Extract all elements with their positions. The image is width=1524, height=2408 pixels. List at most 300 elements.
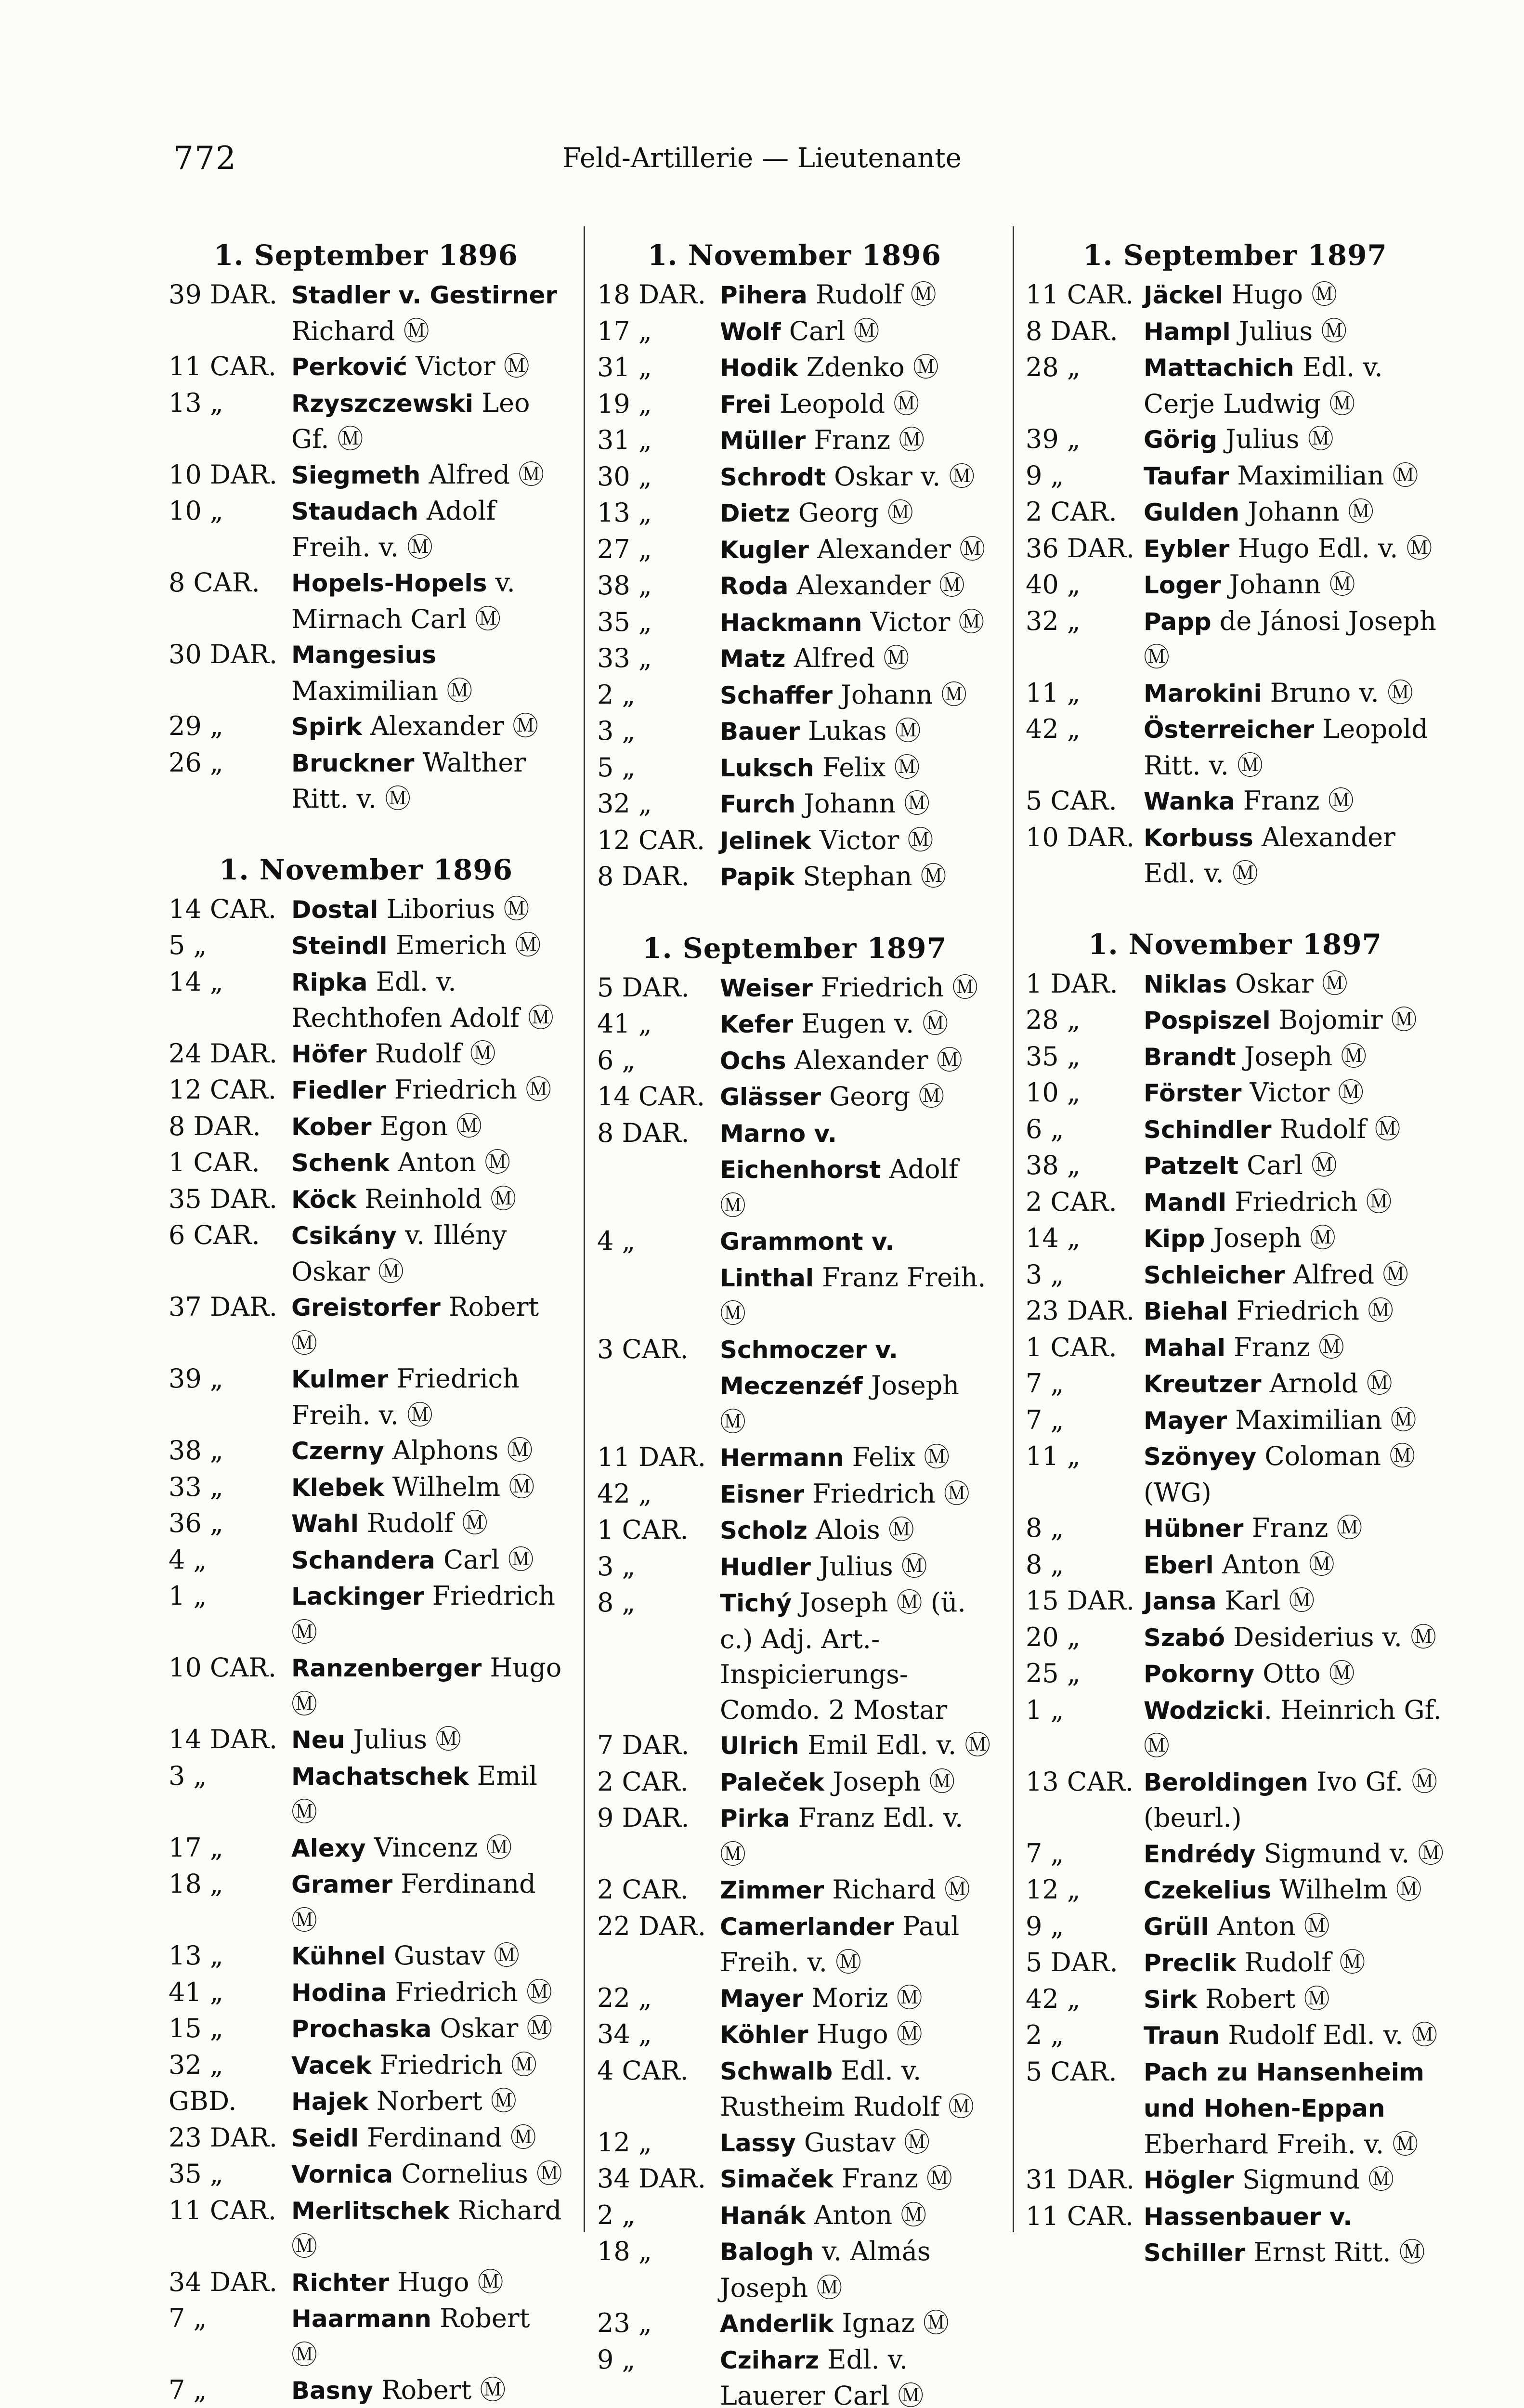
- surname: Machatschek: [291, 1762, 469, 1791]
- officer-name: [291, 1072, 563, 1109]
- surname: Balogh: [720, 2238, 814, 2266]
- seniority-unit: 1 DAR.: [1026, 968, 1118, 999]
- officer-name: [291, 891, 563, 928]
- surname: Richter: [291, 2268, 390, 2297]
- surname: Merlitschek: [291, 2197, 450, 2225]
- surname: Perković: [291, 353, 407, 381]
- seniority-unit: 36 „: [169, 1508, 223, 1538]
- officer-name: [1144, 1112, 1445, 1148]
- list-item: [169, 2156, 563, 2193]
- given-name: Franz Ⓜ: [833, 2163, 952, 2194]
- surname: Vacek: [291, 2051, 372, 2080]
- given-name: Ferdinand Ⓜ: [291, 1869, 536, 1936]
- surname: Jansa: [1144, 1587, 1217, 1615]
- given-name: Emil Ⓜ: [291, 1760, 537, 1827]
- officer-name: [720, 641, 992, 677]
- seniority-unit: 36 DAR.: [1026, 533, 1134, 563]
- seniority-unit: 13 „: [597, 497, 652, 528]
- seniority-unit: 10 DAR.: [169, 459, 277, 490]
- running-title: Feld-Artillerie — Lieutenante: [562, 143, 962, 174]
- list-item: [597, 422, 992, 459]
- list-item: [169, 891, 563, 928]
- given-name: Oskar Ⓜ: [431, 2013, 553, 2043]
- seniority-unit: 39 „: [1026, 424, 1081, 454]
- surname: Marokini: [1144, 679, 1262, 707]
- officer-name: [720, 1476, 992, 1513]
- given-name: Edl. v. Rustheim Rudolf Ⓜ: [720, 2055, 975, 2122]
- surname: Neu: [291, 1726, 345, 1754]
- seniority-unit: 7 „: [1026, 1838, 1064, 1869]
- seniority-unit: 10 „: [169, 496, 223, 526]
- officer-name: [720, 1440, 992, 1476]
- seniority-unit: 15 „: [169, 2013, 223, 2043]
- officer-name: [291, 1433, 563, 1469]
- surname: Schmoczer v. Meczenzéf: [720, 1335, 898, 1400]
- officer-name: [720, 2305, 992, 2342]
- surname: Lackinger: [291, 1583, 424, 1610]
- given-name: Richard Ⓜ: [291, 2195, 562, 2262]
- officer-name: [1144, 458, 1445, 495]
- given-name: Norbert Ⓜ: [368, 2086, 517, 2116]
- given-name: Franz Edl. v. Ⓜ: [720, 1803, 964, 1870]
- given-name: Johann Ⓜ: [1221, 569, 1355, 600]
- surname: Preclik: [1144, 1949, 1237, 1977]
- surname: Eybler: [1144, 535, 1230, 563]
- officer-name: [291, 1361, 563, 1433]
- seniority-unit: 7 „: [169, 2375, 207, 2405]
- surname: Kulmer: [291, 1365, 389, 1393]
- officer-name: [291, 2372, 563, 2408]
- given-name: Rudolf Ⓜ: [1271, 1113, 1401, 1144]
- officer-name: [291, 1758, 563, 1830]
- list-item: [169, 1036, 563, 1073]
- officer-name: [1144, 1836, 1445, 1872]
- list-item: [1026, 1366, 1445, 1402]
- given-name: Stephan Ⓜ: [795, 861, 947, 891]
- seniority-unit: 5 DAR.: [1026, 1947, 1118, 1977]
- given-name: Robert Ⓜ: [373, 2375, 506, 2405]
- seniority-unit: 24 DAR.: [169, 1038, 277, 1069]
- surname: Hampl: [1144, 317, 1231, 346]
- seniority-unit: 8 DAR.: [597, 861, 690, 891]
- given-name: Anton Ⓜ: [390, 1147, 511, 1178]
- seniority-unit: 29 „: [169, 711, 223, 741]
- officer-name: [1144, 2199, 1445, 2271]
- surname: Hodina: [291, 1978, 387, 2007]
- column-1: [169, 236, 563, 2408]
- officer-name: [720, 1800, 992, 1872]
- surname: Czekelius: [1144, 1876, 1272, 1904]
- surname: Roda: [720, 572, 789, 600]
- seniority-unit: 10 DAR.: [1026, 822, 1134, 852]
- surname: Brandt: [1144, 1043, 1236, 1071]
- surname: Weiser: [720, 974, 813, 1002]
- surname: Matz: [720, 645, 786, 673]
- officer-name: [720, 2016, 992, 2053]
- given-name: Leo Gf. Ⓜ: [291, 387, 530, 454]
- given-name: Joseph Ⓜ (ü. c.) Adj. Art.-Inspicierungs-Comdo. 2 Mostar: [720, 1587, 966, 1725]
- officer-name: [291, 1542, 563, 1579]
- officer-name: [720, 2125, 992, 2161]
- given-name: Gustav Ⓜ: [795, 2127, 930, 2158]
- given-name: Coloman Ⓜ (WG): [1144, 1441, 1416, 1508]
- officer-name: [720, 970, 992, 1007]
- given-name: Joseph Ⓜ: [824, 1766, 955, 1797]
- officer-name: [291, 1578, 563, 1650]
- list-item: [1026, 277, 1445, 314]
- list-item: [1026, 1836, 1445, 1872]
- officer-name: [1144, 1330, 1445, 1366]
- list-item: [1026, 1039, 1445, 1075]
- surname: Pokorny: [1144, 1660, 1255, 1688]
- seniority-unit: 2 CAR.: [1026, 1186, 1117, 1217]
- surname: Högler: [1144, 2166, 1234, 2194]
- officer-name: [720, 750, 992, 786]
- list-item: [597, 750, 992, 786]
- given-name: Edl. v. Lauerer Carl Ⓜ: [720, 2344, 924, 2408]
- seniority-unit: 39 „: [169, 1363, 223, 1394]
- given-name: Lukas Ⓜ: [800, 716, 921, 746]
- officer-name: [720, 2234, 992, 2305]
- list-item: [169, 2193, 563, 2264]
- seniority-unit: 3 „: [597, 1551, 636, 1582]
- officer-name: [1144, 1184, 1445, 1221]
- seniority-unit: 8 „: [1026, 1549, 1064, 1580]
- surname: Pihera: [720, 281, 808, 309]
- officer-name: [291, 2120, 563, 2157]
- seniority-unit: 42 „: [1026, 1983, 1081, 2014]
- officer-name: [1144, 531, 1445, 567]
- surname: Ripka: [291, 968, 368, 996]
- given-name: Alfred Ⓜ: [1285, 1259, 1409, 1290]
- section-heading: 1. September 1897: [642, 931, 947, 965]
- given-name: Wilhelm Ⓜ: [384, 1471, 535, 1502]
- given-name: Leopold Ⓜ: [771, 388, 920, 419]
- surname: Kefer: [720, 1010, 794, 1038]
- given-name: Julius Ⓜ: [1217, 424, 1334, 454]
- surname: Marno v. Eichenhorst: [720, 1119, 881, 1184]
- officer-name: [291, 1650, 563, 1722]
- given-name: Friedrich Ⓜ: [1228, 1296, 1394, 1326]
- list-item: [597, 1764, 992, 1801]
- given-name: Joseph Ⓜ: [1205, 1223, 1336, 1253]
- given-name: Eberhard Freih. v. Ⓜ: [1144, 2129, 1419, 2159]
- list-item: [169, 637, 563, 708]
- officer-name: [1144, 277, 1445, 314]
- given-name: Friedrich Ⓜ: [812, 972, 978, 1003]
- given-name: Georg Ⓜ: [821, 1081, 945, 1112]
- seniority-unit: 22 „: [597, 1982, 652, 2013]
- seniority-unit: 10 CAR.: [169, 1652, 277, 1683]
- surname: Ranzenberger: [291, 1654, 482, 1682]
- officer-name: [291, 1217, 563, 1289]
- surname: Kipp: [1144, 1225, 1205, 1253]
- officer-name: [291, 2301, 563, 2372]
- given-name: Carl Ⓜ: [435, 1544, 534, 1575]
- surname: Steindl: [291, 932, 388, 960]
- surname: Loger: [1144, 571, 1221, 599]
- seniority-unit: 3 CAR.: [597, 1334, 689, 1364]
- given-name: Rudolf Ⓜ: [807, 279, 937, 310]
- list-item: [597, 713, 992, 750]
- seniority-unit: 5 „: [169, 930, 207, 960]
- surname: Wanka: [1144, 787, 1235, 815]
- section: [597, 929, 992, 2408]
- given-name: Maximilian Ⓜ: [1229, 460, 1419, 491]
- officer-name: [720, 1980, 992, 2017]
- officer-name: [1144, 675, 1445, 712]
- surname: Niklas: [1144, 970, 1227, 998]
- seniority-unit: 2 „: [597, 2199, 636, 2230]
- list-item: [1026, 1909, 1445, 1945]
- surname: Klebek: [291, 1473, 384, 1502]
- page-number: 772: [173, 140, 237, 177]
- officer-name: [720, 1223, 992, 1332]
- list-item: [169, 1578, 563, 1650]
- column-rule-1: [584, 226, 585, 2232]
- surname: Kober: [291, 1112, 372, 1141]
- officer-name: [1144, 1872, 1445, 1909]
- officer-name: [291, 2156, 563, 2193]
- list-item: [169, 457, 563, 494]
- officer-name: [1144, 1002, 1445, 1039]
- seniority-unit: 14 CAR.: [597, 1081, 705, 1112]
- surname: Camerlander: [720, 1912, 894, 1941]
- officer-name: [291, 1469, 563, 1506]
- list-item: [169, 1505, 563, 1542]
- seniority-unit: 2 „: [1026, 2020, 1064, 2050]
- given-name: Carl Ⓜ: [1238, 1150, 1337, 1180]
- given-name: Joseph Ⓜ: [720, 1370, 960, 1437]
- officer-name: [720, 1727, 992, 1764]
- seniority-unit: 19 „: [597, 388, 652, 419]
- surname: Köhler: [720, 2021, 808, 2049]
- column-2: [597, 236, 992, 2408]
- surname: Pospiszel: [1144, 1007, 1271, 1034]
- list-item: [169, 1866, 563, 1938]
- officer-name: [1144, 314, 1445, 350]
- surname: Bruckner: [291, 749, 415, 777]
- seniority-unit: 5 CAR.: [1026, 2056, 1117, 2087]
- given-name: Ignaz Ⓜ: [834, 2308, 949, 2338]
- seniority-unit: 8 CAR.: [169, 567, 260, 598]
- given-name: Johann Ⓜ: [833, 679, 967, 710]
- list-item: [1026, 421, 1445, 458]
- officer-name: [291, 637, 563, 708]
- given-name: Desiderius v. Ⓜ: [1225, 1622, 1437, 1652]
- given-name: Robert Ⓜ: [1197, 1983, 1330, 2014]
- seniority-unit: 31 „: [597, 352, 652, 382]
- given-name: Joseph Ⓜ: [1236, 1041, 1367, 1072]
- surname: Grüll: [1144, 1912, 1209, 1941]
- given-name: Carl Ⓜ: [781, 315, 880, 346]
- list-item: [1026, 1510, 1445, 1547]
- list-item: [1026, 1220, 1445, 1257]
- seniority-unit: 5 „: [597, 752, 636, 783]
- surname: Schaffer: [720, 681, 833, 709]
- seniority-unit: 10 „: [1026, 1077, 1081, 1108]
- given-name: Victor Ⓜ: [1241, 1077, 1364, 1108]
- seniority-unit: 23 DAR.: [169, 2122, 277, 2153]
- given-name: Julius Ⓜ: [810, 1551, 927, 1582]
- page-header: [0, 140, 1524, 183]
- seniority-unit: 8 „: [597, 1587, 636, 1618]
- officer-name: [1144, 2017, 1445, 2054]
- seniority-unit: 1 CAR.: [1026, 1332, 1117, 1362]
- given-name: Rudolf Ⓜ: [358, 1508, 488, 1538]
- officer-name: [291, 277, 563, 349]
- list-item: [169, 1938, 563, 1975]
- given-name: Victor Ⓜ: [407, 351, 530, 381]
- officer-name: [291, 1036, 563, 1073]
- surname: Eberl: [1144, 1551, 1214, 1579]
- given-name: de Jánosi Joseph Ⓜ: [1144, 605, 1436, 672]
- given-name: Julius Ⓜ: [345, 1724, 462, 1754]
- given-name: Rudolf Edl. v. Ⓜ: [1220, 2020, 1438, 2050]
- surname: Papp: [1144, 607, 1211, 636]
- list-item: [1026, 350, 1445, 421]
- given-name: Reinhold Ⓜ: [356, 1183, 517, 1214]
- surname: Förster: [1144, 1079, 1242, 1107]
- given-name: Otto Ⓜ: [1254, 1658, 1355, 1688]
- seniority-unit: 9 „: [1026, 460, 1064, 491]
- section: [1026, 236, 1445, 891]
- surname: Schrodt: [720, 463, 826, 491]
- given-name: Rudolf Ⓜ: [366, 1038, 496, 1069]
- officer-name: [291, 964, 563, 1036]
- seniority-unit: 3 „: [1026, 1259, 1064, 1290]
- officer-name: [1144, 1366, 1445, 1402]
- officer-name: [1144, 2162, 1445, 2199]
- given-name: Emil Edl. v. Ⓜ: [799, 1730, 991, 1760]
- surname: Greistorfer: [291, 1294, 441, 1322]
- officer-name: [720, 1585, 992, 1727]
- given-name: Zdenko Ⓜ: [798, 352, 939, 382]
- given-name: Friedrich Ⓜ: [371, 2049, 537, 2080]
- list-item: [169, 1758, 563, 1830]
- given-name: Maximilian Ⓜ: [1227, 1404, 1417, 1435]
- section: [1026, 925, 1445, 2271]
- list-item: [169, 385, 563, 457]
- given-name: Bojomir Ⓜ: [1270, 1005, 1417, 1035]
- surname: Spirk: [291, 713, 362, 741]
- seniority-unit: 3 „: [169, 1760, 207, 1791]
- given-name: Emerich Ⓜ: [387, 930, 541, 960]
- officer-name: [291, 349, 563, 385]
- list-item: [597, 641, 992, 677]
- list-item: [597, 2198, 992, 2234]
- given-name: v. Mirnach Carl Ⓜ: [291, 567, 515, 634]
- section: [597, 236, 992, 895]
- seniority-unit: 23 „: [597, 2308, 652, 2338]
- given-name: Alexander Ⓜ: [362, 711, 539, 741]
- seniority-unit: 2 „: [597, 679, 636, 710]
- seniority-unit: 35 „: [169, 2159, 223, 2189]
- given-name: Maximilian Ⓜ: [291, 675, 473, 706]
- officer-name: [720, 1549, 992, 1585]
- surname: Fiedler: [291, 1076, 386, 1104]
- list-item: [169, 1542, 563, 1579]
- surname: Wahl: [291, 1510, 359, 1538]
- given-name: Gustav Ⓜ: [385, 1940, 520, 1971]
- list-item: [597, 2125, 992, 2161]
- surname: Hudler: [720, 1553, 811, 1581]
- officer-name: [720, 2342, 992, 2408]
- officer-name: [720, 277, 992, 314]
- surname: Szabó: [1144, 1623, 1225, 1652]
- officer-name: [720, 2198, 992, 2234]
- given-name: Friedrich Ⓜ: [804, 1478, 970, 1509]
- given-name: Sigmund v. Ⓜ: [1255, 1838, 1444, 1869]
- seniority-unit: 42 „: [1026, 714, 1081, 744]
- given-name: Hugo Ⓜ: [389, 2266, 504, 2297]
- seniority-unit: 11 „: [1026, 1441, 1081, 1471]
- surname: Frei: [720, 390, 771, 419]
- surname: Schenk: [291, 1149, 390, 1177]
- given-name: Sigmund Ⓜ: [1234, 2164, 1394, 2195]
- list-item: [1026, 1112, 1445, 1148]
- seniority-unit: 18 DAR.: [597, 279, 706, 310]
- surname: Glässer: [720, 1083, 821, 1111]
- list-item: [169, 1830, 563, 1867]
- given-name: Julius Ⓜ: [1230, 315, 1347, 346]
- officer-name: [291, 2193, 563, 2264]
- officer-name: [720, 1006, 992, 1043]
- officer-name: [1144, 421, 1445, 458]
- surname: Hopels-Hopels: [291, 569, 487, 597]
- list-item: [597, 1332, 992, 1440]
- surname: Lassy: [720, 2129, 796, 2157]
- officer-name: [291, 745, 563, 817]
- officer-name: [1144, 1656, 1445, 1692]
- seniority-unit: 14 CAR.: [169, 893, 277, 924]
- given-name: Ivo Gf. Ⓜ (beurl.): [1144, 1766, 1438, 1833]
- given-name: Rudolf Ⓜ: [1236, 1947, 1366, 1977]
- officer-name: [291, 708, 563, 745]
- given-name: Alois Ⓜ: [807, 1515, 914, 1545]
- given-name: Victor Ⓜ: [811, 824, 934, 855]
- list-item: [597, 1006, 992, 1043]
- surname: Hackmann: [720, 608, 862, 637]
- surname: Mayer: [1144, 1406, 1227, 1435]
- officer-name: [291, 2264, 563, 2301]
- seniority-unit: 12 CAR.: [169, 1074, 277, 1105]
- officer-name: [291, 1145, 563, 1181]
- surname: Kreutzer: [1144, 1370, 1262, 1398]
- surname: Görig: [1144, 426, 1217, 454]
- surname: Hübner: [1144, 1515, 1244, 1543]
- surname: Ulrich: [720, 1732, 799, 1760]
- seniority-unit: 13 „: [169, 1940, 223, 1971]
- officer-name: [720, 713, 992, 750]
- surname: Seidl: [291, 2124, 359, 2152]
- given-name: Cornelius Ⓜ: [393, 2159, 562, 2189]
- seniority-unit: 3 „: [597, 716, 636, 746]
- list-item: [597, 2016, 992, 2053]
- seniority-unit: 17 „: [169, 1832, 223, 1863]
- given-name: Franz Ⓜ: [1235, 785, 1354, 816]
- seniority-unit: 23 DAR.: [1026, 1296, 1134, 1326]
- list-item: [169, 1217, 563, 1289]
- seniority-unit: 40 „: [1026, 569, 1081, 600]
- surname: Czerny: [291, 1437, 384, 1465]
- seniority-unit: 38 „: [597, 570, 652, 601]
- given-name: Paul Freih. v. Ⓜ: [720, 1911, 960, 1977]
- list-item: [169, 1361, 563, 1433]
- given-name: Robert Ⓜ: [291, 1292, 539, 1359]
- officer-name: [1144, 1692, 1445, 1764]
- given-name: Alexander Ⓜ: [808, 534, 986, 564]
